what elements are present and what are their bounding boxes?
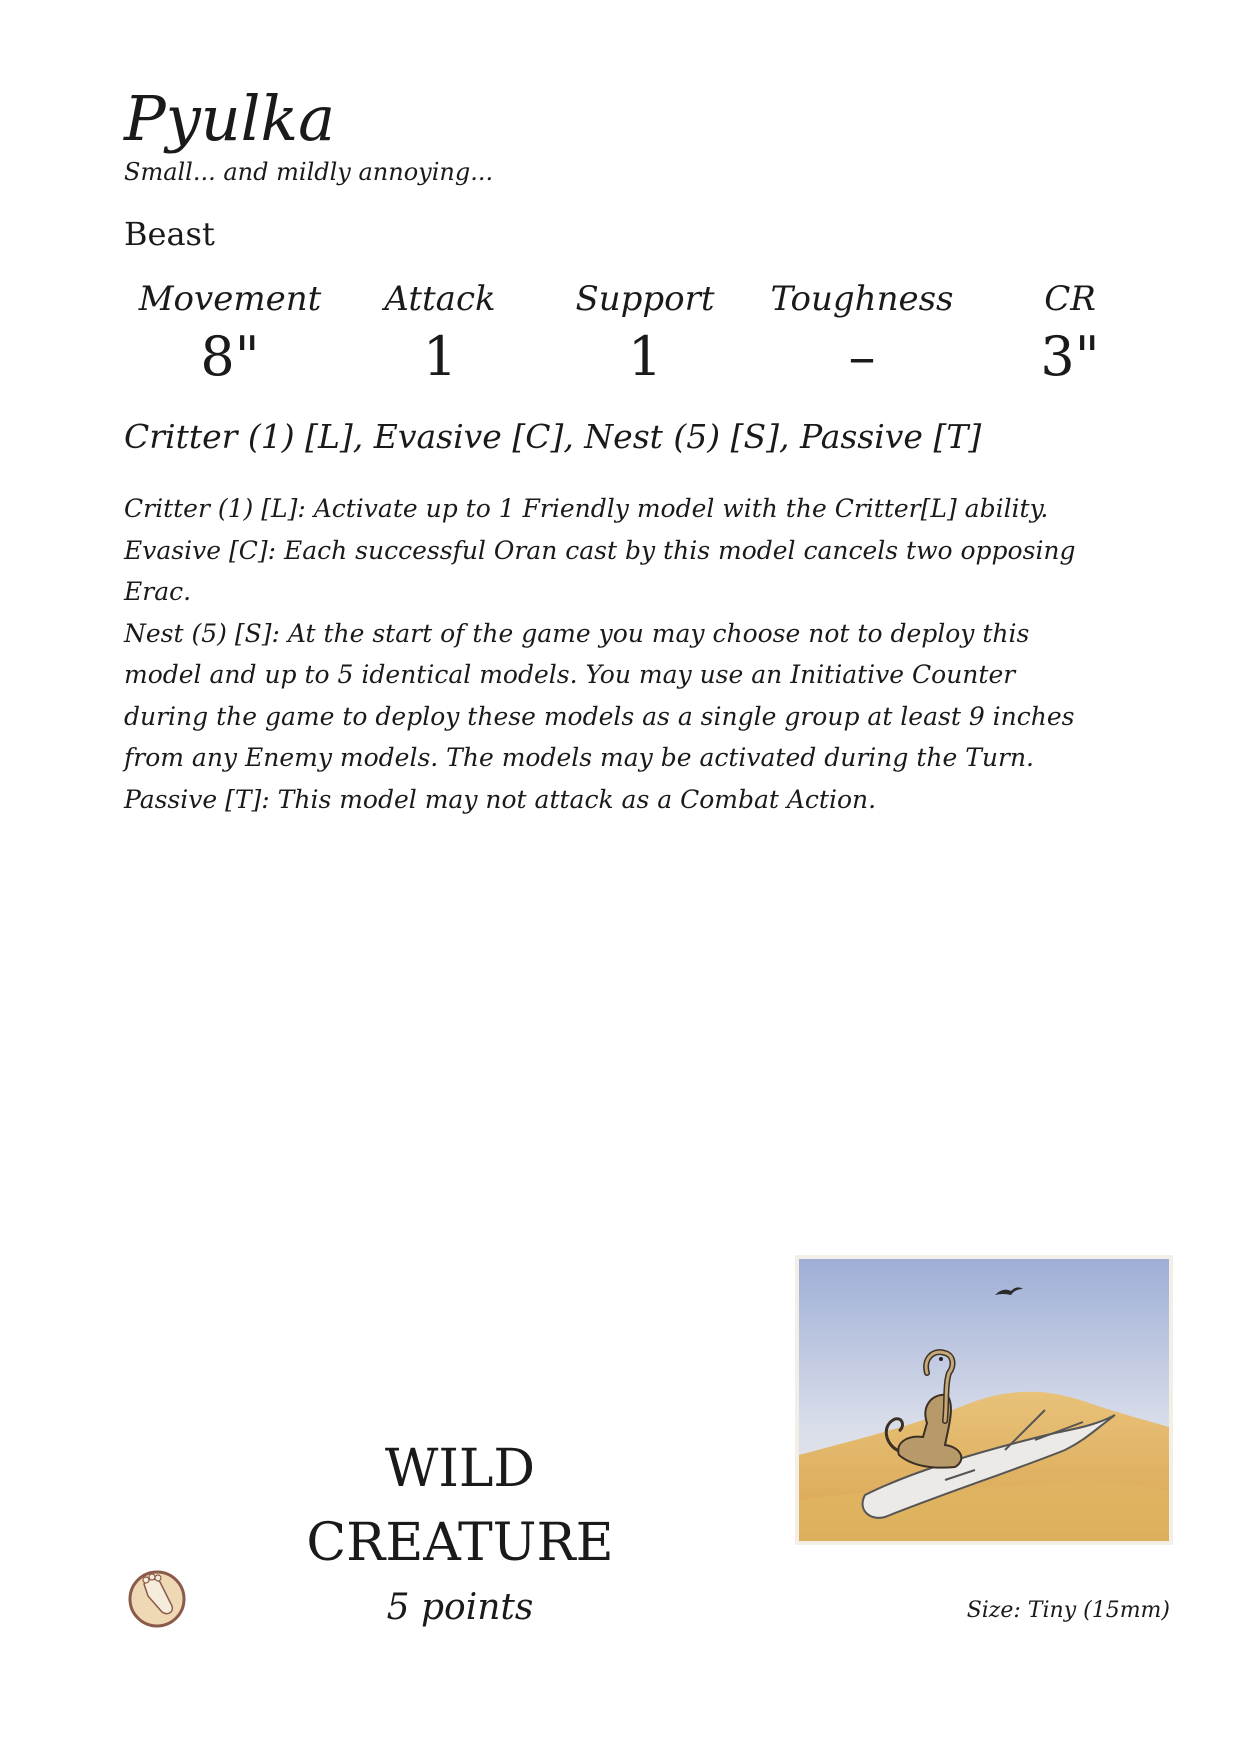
stat-label-attack: Attack bbox=[384, 279, 496, 319]
faction-line-2: CREATURE bbox=[306, 1513, 614, 1573]
stat-value-movement: 8" bbox=[200, 325, 260, 388]
faction-line-1: WILD bbox=[384, 1439, 536, 1499]
stat-value-toughness: – bbox=[848, 325, 876, 388]
points-cost: 5 points bbox=[386, 1587, 534, 1628]
stat-value-support: 1 bbox=[627, 325, 663, 388]
stat-label-cr: CR bbox=[1044, 279, 1096, 319]
stat-value-cr: 3" bbox=[1040, 325, 1100, 388]
rule-nest: Nest (5) [S]: At the start of the game you may choose not to deploy this model and up to 5 identical models. You may use an Initiative Counter during the game to deploy these models as a single group at least 9 inches from any Enemy models. The models may be activated during the Turn. bbox=[124, 618, 1075, 772]
stat-value-attack: 1 bbox=[422, 325, 458, 388]
creature-art-icon bbox=[795, 1255, 1173, 1545]
rule-critter: Critter (1) [L]: Activate up to 1 Friendly model with the Critter[L] ability. bbox=[124, 494, 1049, 523]
stat-label-movement: Movement bbox=[138, 279, 322, 319]
rule-passive: Passive [T]: This model may not attack as a Combat Action. bbox=[124, 784, 877, 814]
abilities-summary: Critter (1) [L], Evasive [C], Nest (5) [S], Passive [T] bbox=[124, 417, 982, 456]
rules-text bbox=[124, 488, 1084, 820]
hand-emblem-icon bbox=[126, 1566, 188, 1628]
faction-label bbox=[260, 1432, 660, 1580]
card-type: Beast bbox=[124, 215, 215, 253]
stat-label-toughness: Toughness bbox=[770, 279, 954, 319]
rule-evasive: Evasive [C]: Each successful Oran cast by this model cancels two opposing Erac. bbox=[124, 535, 1076, 606]
card-tagline: Small... and mildly annoying... bbox=[124, 158, 494, 186]
stat-label-support: Support bbox=[575, 279, 715, 319]
creature-artwork bbox=[795, 1255, 1173, 1545]
card-title: Pyulka bbox=[124, 82, 336, 155]
model-size: Size: Tiny (15mm) bbox=[966, 1598, 1170, 1623]
